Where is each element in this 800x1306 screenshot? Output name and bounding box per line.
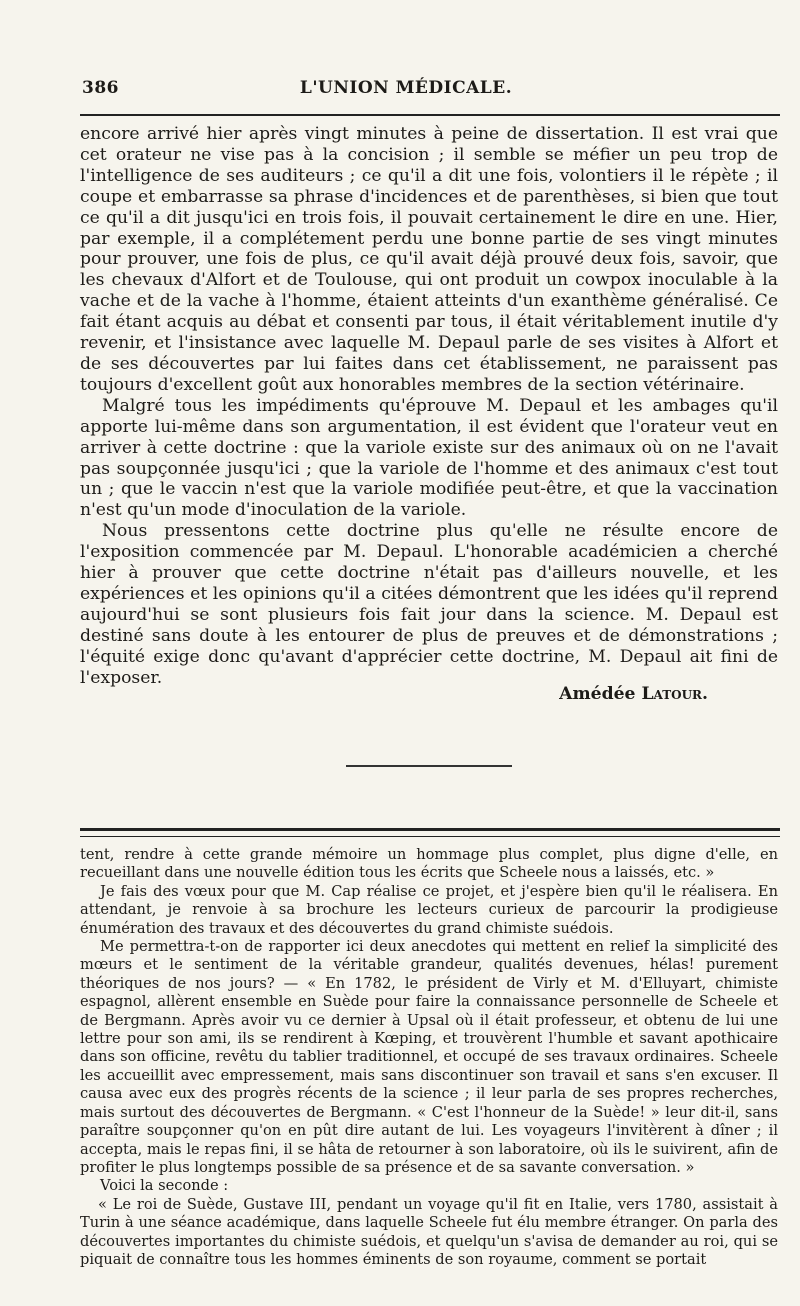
paragraph: Malgré tous les impédiments qu'éprouve M. Depaul et les ambages qu'il apporte lui-même dans son argumentation, il est évident que l'orateur veut en arriver à cette doctrine : que la variole existe sur des animaux où on ne l'avait pas soupçonnée jusqu'ici ; que la variole de l'homme et des animaux c'est tout un ; que le vaccin n'est que la variole modifiée peut-être, et que la vaccination n'est qu'un mode d'inoculation de la variole. (80, 395, 778, 521)
paragraph: encore arrivé hier après vingt minutes à peine de dissertation. Il est vrai que cet orateur ne vise pas à la concision ; il semble se méfier un peu trop de l'intelligence de ses auditeurs ; ce qu'il a dit une fois, volontiers il le répète ; il coupe et embarrasse sa phrase d'incidences et de parenthèses, si bien que tout ce qu'il a dit jusqu'ici en trois fois, il pouvait certainement le dire en une. Hier, par exemple, il a complétement perdu une bonne partie de ses vingt minutes pour prouver, une fois de plus, ce qu'il avait déjà prouvé deux fois, savoir, que les chevaux d'Alfort et de Toulouse, qui ont produit un cowpox inoculable à la vache et de la vache à l'homme, étaient atteints d'un exanthème généralisé. Ce fait étant acquis au débat et consenti par tous, il était véritablement inutile d'y revenir, et l'insistance avec laquelle M. Depaul parle de ses visites à Alfort et de ses découvertes par lui faites dans cet établissement, ne paraissent pas toujours d'excellent goût aux honorables membres de la section vétérinaire. (80, 124, 778, 395)
page-header (80, 76, 772, 104)
feuilleton-rule-thick (80, 828, 780, 831)
header-rule (80, 114, 780, 116)
paragraph: tent, rendre à cette grande mémoire un hommage plus complet, plus digne d'elle, en recueillant dans une nouvelle édition tous les écrits que Scheele nous a laissés, etc. » (80, 846, 778, 882)
feuilleton-rule-thin (80, 836, 780, 837)
section-divider (346, 765, 512, 767)
paragraph: Je fais des vœux pour que M. Cap réalise ce projet, et j'espère bien qu'il le réalisera. En attendant, je renvoie à sa brochure les lecteurs curieux de parcourir la prodigieuse énumération des travaux et des découvertes du grand chimiste suédois. (80, 882, 778, 937)
paragraph: « Le roi de Suède, Gustave III, pendant un voyage qu'il fit en Italie, vers 1780, assistait à Turin à une séance académique, dans laquelle Scheele fut élu membre étranger. On parla des découvertes importantes du chimiste suédois, et quelqu'un s'avisa de demander au roi, qui se piquait de connaître tous les hommes éminents de son royaume, comment se portait (80, 1195, 778, 1268)
paragraph: Voici la seconde : (100, 1177, 229, 1195)
paragraph: Me permettra-t-on de rapporter ici deux anecdotes qui mettent en relief la simplicité des mœurs et le sentiment de la véritable grandeur, qualités devenues, hélas! purement théoriques de nos jours? — « En 1782, le président de Virly et M. d'Elluyart, chimiste espagnol, allèrent ensemble en Suède pour faire la connaissance personnelle de Scheele et de Bergmann. Après avoir vu ce dernier à Upsal où il était professeur, et obtenu de lui une lettre pour son ami, ils se rendirent à Kœping, et trouvèrent l'humble et savant apothicaire dans son officine, revêtu du tablier traditionnel, et occupé de ses travaux ordinaires. Scheele les accueillit avec empressement, mais sans discontinuer son travail et sans s'en excuser. Il causa avec eux des progrès récents de la science ; il leur parla de ses propres recherches, mais surtout des découvertes de Bergmann. « C'est l'honneur de la Suède! » leur dit-il, sans paraître soupçonner qu'on en pût dire autant de lui. Les voyageurs l'invitèrent à dîner ; il accepta, mais le repas fini, il se hâta de retourner à son laboratoire, où ils le suivirent, afin de profiter le plus longtemps possible de sa présence et de sa savante conversation. » (80, 938, 778, 1176)
author-signature (559, 684, 708, 704)
paragraph: Nous pressentons cette doctrine plus qu'elle ne résulte encore de l'exposition commencée par M. Depaul. L'honorable académicien a cherché hier à prouver que cette doctrine n'était pas d'ailleurs nouvelle, et les expériences et les opinions qu'il a citées démontrent que les idées qu'il reprend aujourd'hui se sont plusieurs fois fait jour dans la science. M. Depaul est destiné sans doute à les entourer de plus de preuves et de démonstrations ; l'équité exige donc qu'avant d'apprécier cette doctrine, M. Depaul ait fini de l'exposer. (80, 521, 778, 688)
author-first-name: Amédée (559, 684, 642, 704)
feuilleton-body (80, 846, 778, 1269)
author-last-name: Latour. (641, 684, 708, 704)
article-body (80, 124, 778, 688)
running-title: L'UNION MÉDICALE. (299, 78, 513, 98)
page-number: 386 (82, 78, 119, 98)
